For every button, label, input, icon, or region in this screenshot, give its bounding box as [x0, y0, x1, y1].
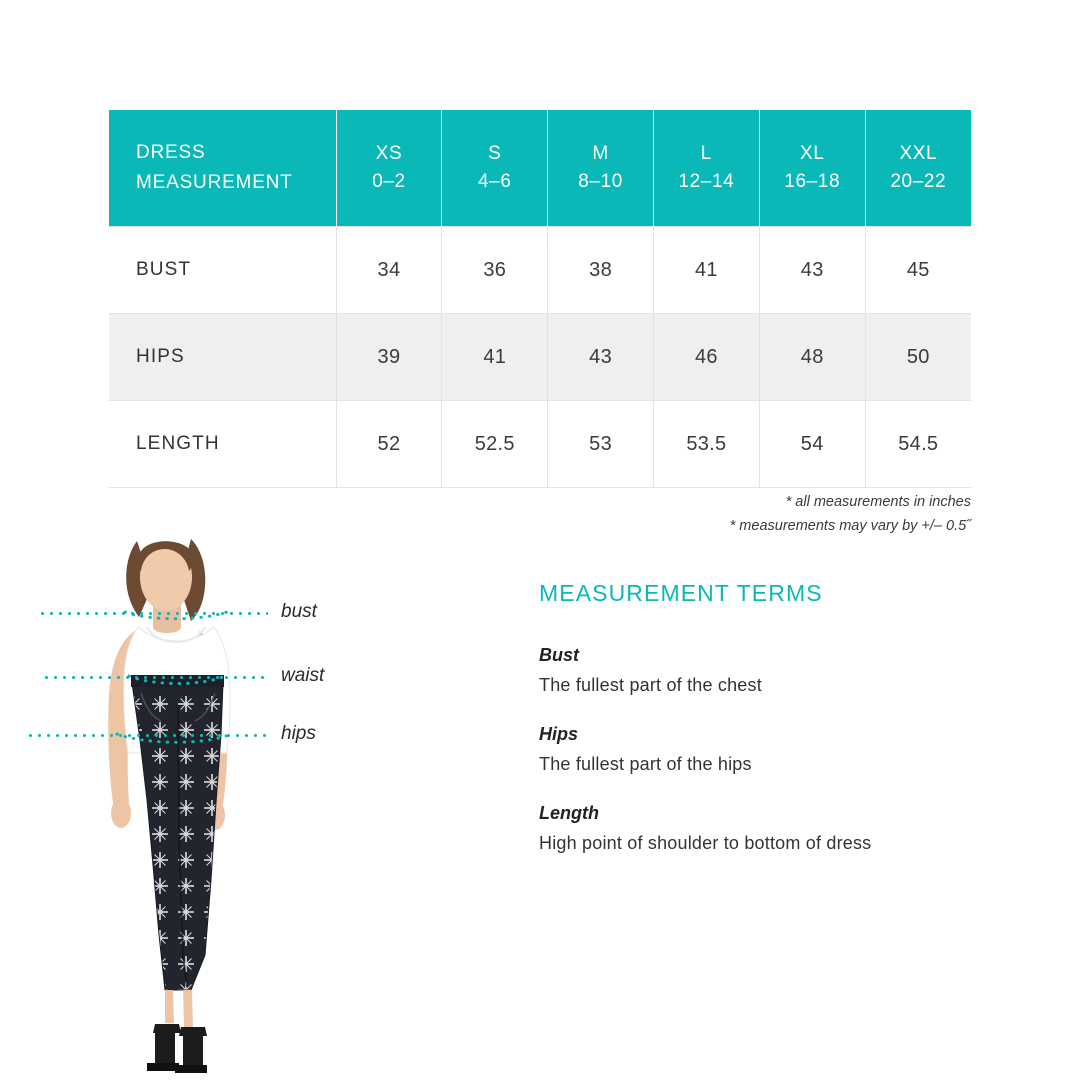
size-name: XS: [375, 143, 403, 164]
cell-hips-xs: 39: [336, 314, 442, 401]
cell-bust-l: 41: [653, 227, 759, 314]
hips-leader-line: [26, 734, 268, 737]
term-desc-hips: The fullest part of the hips: [539, 754, 752, 774]
cell-hips-xxl: 50: [865, 314, 971, 401]
size-name: L: [700, 143, 712, 164]
bust-leader-line: [38, 612, 268, 615]
cell-hips-xl: 48: [759, 314, 865, 401]
cell-bust-m: 38: [548, 227, 654, 314]
size-range: 4–6: [478, 171, 512, 192]
footnote-units: * all measurements in inches: [785, 494, 971, 510]
size-chart-table: [109, 110, 971, 488]
size-name: XL: [799, 143, 825, 164]
table-row: [109, 314, 971, 401]
measurement-terms-panel: [539, 580, 1009, 882]
footnote-tolerance: * measurements may vary by +/– 0.5˝: [729, 518, 971, 534]
header-measurement-label: [109, 110, 336, 227]
header-size-s: [442, 110, 548, 227]
cell-hips-m: 43: [548, 314, 654, 401]
cell-hips-s: 41: [442, 314, 548, 401]
waist-leader-line: [42, 676, 268, 679]
callout-label-waist: waist: [281, 665, 325, 686]
row-label-hips: HIPS: [109, 314, 336, 401]
size-range: 20–22: [890, 171, 947, 192]
cell-bust-s: 36: [442, 227, 548, 314]
cell-length-s: 52.5: [442, 401, 548, 488]
header-size-xs: [336, 110, 442, 227]
size-name: M: [592, 143, 609, 164]
size-range: 8–10: [578, 171, 623, 192]
header-size-m: [548, 110, 654, 227]
cell-length-m: 53: [548, 401, 654, 488]
term-name-length: Length: [539, 803, 599, 823]
cell-bust-xl: 43: [759, 227, 865, 314]
header-size-xl: [759, 110, 865, 227]
cell-bust-xxl: 45: [865, 227, 971, 314]
term-hips: [539, 724, 1009, 775]
term-desc-bust: The fullest part of the chest: [539, 675, 762, 695]
term-bust: [539, 645, 1009, 696]
size-range: 0–2: [372, 171, 406, 192]
row-label-length: LENGTH: [109, 401, 336, 488]
cell-length-l: 53.5: [653, 401, 759, 488]
term-name-bust: Bust: [539, 645, 579, 665]
header-label-line2: MEASUREMENT: [136, 172, 293, 193]
cell-hips-l: 46: [653, 314, 759, 401]
table-header-row: [109, 110, 971, 227]
cell-length-xs: 52: [336, 401, 442, 488]
size-name: XXL: [899, 143, 938, 164]
size-range: 12–14: [678, 171, 735, 192]
term-name-hips: Hips: [539, 724, 579, 744]
callout-label-bust: bust: [281, 601, 317, 622]
row-label-bust: BUST: [109, 227, 336, 314]
cell-length-xxl: 54.5: [865, 401, 971, 488]
terms-title: MEASUREMENT TERMS: [539, 580, 823, 606]
header-size-xxl: [865, 110, 971, 227]
term-length: [539, 803, 1009, 854]
table-footnotes: [371, 490, 971, 538]
size-range: 16–18: [784, 171, 841, 192]
header-label-line1: DRESS: [136, 142, 206, 163]
cell-bust-xs: 34: [336, 227, 442, 314]
table-row: [109, 401, 971, 488]
header-size-l: [653, 110, 759, 227]
cell-length-xl: 54: [759, 401, 865, 488]
term-desc-length: High point of shoulder to bottom of dress: [539, 833, 872, 853]
table-row: [109, 227, 971, 314]
callout-label-hips: hips: [281, 723, 316, 744]
size-name: S: [488, 143, 502, 164]
